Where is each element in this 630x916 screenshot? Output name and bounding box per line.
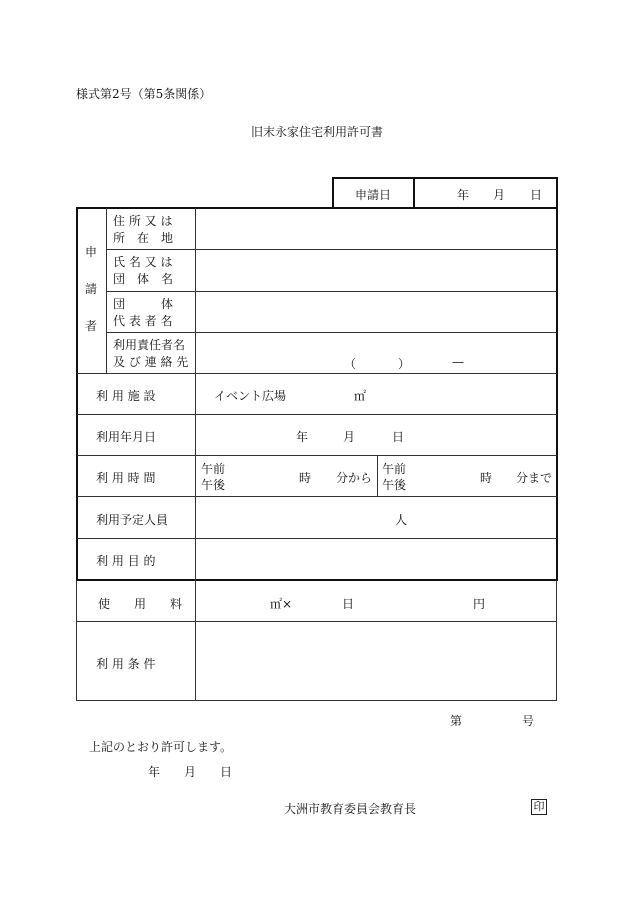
use-time-label: 利 用 時 間 xyxy=(96,471,156,485)
form-number: 様式第2号（第5条関係） xyxy=(76,87,212,101)
conditions-label: 利 用 条 件 xyxy=(96,657,156,671)
fee-sqm-times: ㎡× xyxy=(270,597,293,611)
use-date-day: 日 xyxy=(392,430,405,444)
applicant-group-label xyxy=(85,242,97,336)
name-label-line2: 団 体 名 xyxy=(113,272,174,286)
end-ampm xyxy=(382,461,406,493)
end-am[interactable]: 午前 xyxy=(382,462,407,476)
address-field[interactable] xyxy=(196,209,556,249)
start-pm[interactable]: 午後 xyxy=(201,478,226,492)
end-to: 分まで xyxy=(516,471,553,485)
page-title: 旧末永家住宅利用許可書 xyxy=(251,125,384,139)
representative-field[interactable] xyxy=(196,292,556,332)
purpose-label: 利 用 目 的 xyxy=(96,554,156,568)
application-date-month: 月 xyxy=(493,188,506,202)
name-label xyxy=(113,254,173,288)
application-date-day: 日 xyxy=(530,188,543,202)
use-date-year: 年 xyxy=(296,430,309,444)
representative-label xyxy=(113,296,173,330)
end-pm[interactable]: 午後 xyxy=(382,478,407,492)
contact-field[interactable] xyxy=(196,333,556,373)
contact-label xyxy=(113,337,188,371)
facility-unit: ㎡ xyxy=(354,389,367,403)
facility-label: 利 用 施 設 xyxy=(96,389,156,403)
fee-label: 使 用 料 xyxy=(98,597,183,611)
issue-year: 年 xyxy=(148,765,161,779)
contact-label-line1: 利用責任者名 xyxy=(113,338,186,352)
contact-paren-open: （ xyxy=(344,357,357,371)
start-ampm xyxy=(201,461,225,493)
use-date-field[interactable] xyxy=(196,415,556,455)
purpose-field[interactable] xyxy=(196,539,556,579)
fee-day: 日 xyxy=(342,597,355,611)
fee-yen: 円 xyxy=(473,597,486,611)
issuer-name: 大洲市教育委員会教育長 xyxy=(284,802,417,816)
address-label-line1: 住 所 又 は xyxy=(113,214,173,228)
applicant-char-1: 申 xyxy=(85,245,98,259)
start-am[interactable]: 午前 xyxy=(201,462,226,476)
issue-day: 日 xyxy=(220,765,233,779)
issue-month: 月 xyxy=(184,765,197,779)
people-unit: 人 xyxy=(395,513,408,527)
approval-statement: 上記のとおり許可します。 xyxy=(89,740,233,754)
contact-paren-close: ） xyxy=(398,357,411,371)
people-field[interactable] xyxy=(196,497,556,537)
application-date-year: 年 xyxy=(457,188,470,202)
contact-label-line2: 及 び 連 絡 先 xyxy=(113,355,189,369)
start-from: 分から xyxy=(336,471,373,485)
address-label xyxy=(113,213,173,247)
name-field[interactable] xyxy=(196,250,556,290)
name-label-line1: 氏 名 又 は xyxy=(113,255,173,269)
applicant-char-3: 者 xyxy=(85,319,98,333)
application-date-label: 申請日 xyxy=(355,188,392,202)
conditions-field[interactable] xyxy=(196,622,556,700)
use-date-month: 月 xyxy=(343,430,356,444)
permit-number-prefix: 第 xyxy=(450,714,463,728)
seal-mark: 印 xyxy=(531,799,547,815)
address-label-line2: 所 在 地 xyxy=(113,231,174,245)
contact-dash: — xyxy=(452,355,464,369)
facility-value: イベント広場 xyxy=(214,389,287,403)
applicant-char-2: 請 xyxy=(85,282,98,296)
people-label: 利用予定人員 xyxy=(96,513,169,527)
permit-number-suffix: 号 xyxy=(522,714,535,728)
representative-label-line1: 団 体 xyxy=(113,297,174,311)
start-hour-unit: 時 xyxy=(299,471,312,485)
end-hour-unit: 時 xyxy=(480,471,493,485)
use-date-label: 利用年月日 xyxy=(96,430,157,444)
representative-label-line2: 代 表 者 名 xyxy=(113,314,173,328)
